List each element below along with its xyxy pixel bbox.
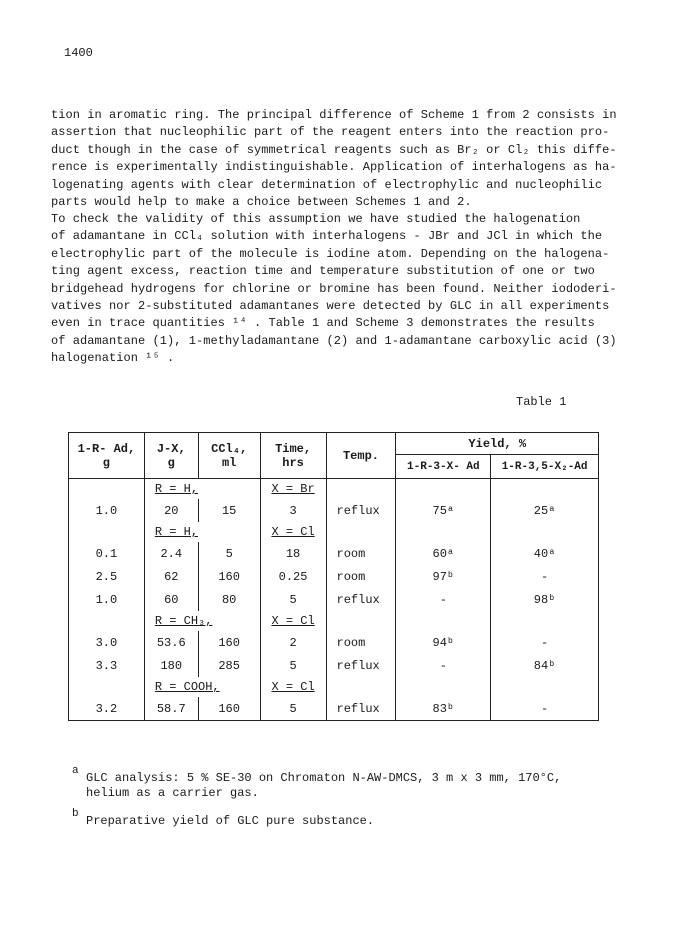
section-x-label bbox=[260, 479, 326, 500]
section-x-label bbox=[260, 677, 326, 697]
empty-cell bbox=[326, 677, 396, 697]
cell-ad-amount: 0.1 bbox=[69, 542, 145, 565]
cell-time: 0.25 bbox=[260, 565, 326, 588]
empty-cell bbox=[69, 479, 145, 500]
paragraph-1-line: rence is experimentally indistinguishable. Application of interhalogens as ha- bbox=[51, 160, 617, 175]
cell-temp: reflux bbox=[326, 654, 396, 677]
section-label-row bbox=[69, 479, 599, 500]
header-yield-di: 1-R-3,5-X₂-Ad bbox=[491, 455, 599, 479]
cell-jx-amount: 58.7 bbox=[144, 697, 198, 721]
paragraph-1-line: assertion that nucleophilic part of the reagent enters into the reaction pro- bbox=[51, 125, 610, 140]
paragraph-2-line: ting agent excess, reaction time and temperature substitution of one or two bbox=[51, 264, 595, 279]
empty-cell bbox=[69, 611, 145, 631]
cell-yield-mono: 60ᵃ bbox=[396, 542, 491, 565]
cell-ccl4-volume: 15 bbox=[198, 499, 260, 522]
cell-jx-amount: 2.4 bbox=[144, 542, 198, 565]
footnote-b-mark: b bbox=[72, 808, 79, 820]
section-x-text: X = Cl bbox=[271, 525, 315, 539]
cell-ad-amount: 1.0 bbox=[69, 588, 145, 611]
cell-time: 18 bbox=[260, 542, 326, 565]
empty-cell bbox=[491, 479, 599, 500]
empty-cell bbox=[326, 479, 396, 500]
paragraph-2-line: electrophylic part of the molecule is iodine atom. Depending on the halogena- bbox=[51, 246, 610, 261]
section-r-text: R = H, bbox=[154, 482, 199, 496]
paragraph-2-line: of adamantane in CCl₄ solution with interhalogens - JBr and JCl in which the bbox=[51, 229, 603, 244]
header-ad: 1-R- Ad, g bbox=[69, 433, 145, 479]
table-row bbox=[69, 499, 599, 522]
cell-ccl4-volume: 80 bbox=[198, 588, 260, 611]
footnote-b-line1: Preparative yield of GLC pure substance. bbox=[86, 814, 375, 828]
empty-cell bbox=[491, 677, 599, 697]
footnote-a-line2: helium as a carrier gas. bbox=[86, 786, 259, 800]
empty-cell bbox=[396, 522, 491, 542]
cell-ad-amount: 3.3 bbox=[69, 654, 145, 677]
section-r-text: R = COOH, bbox=[154, 680, 220, 694]
paragraph-1-line: tion in aromatic ring. The principal difference of Scheme 1 from 2 consists in bbox=[51, 108, 617, 122]
cell-yield-di: - bbox=[491, 631, 599, 654]
cell-yield-mono: - bbox=[396, 654, 491, 677]
empty-cell bbox=[396, 677, 491, 697]
table-row bbox=[69, 588, 599, 611]
header-ccl4: CCl₄, ml bbox=[198, 433, 260, 479]
cell-yield-di: - bbox=[491, 565, 599, 588]
paragraph-1-line: duct though in the case of symmetrical reagents such as Br₂ or Cl₂ this diffe- bbox=[51, 142, 617, 157]
cell-time: 5 bbox=[260, 654, 326, 677]
paragraph-2-line: halogenation ¹⁵ . bbox=[51, 351, 175, 366]
cell-time: 3 bbox=[260, 499, 326, 522]
header-yield: Yield, % bbox=[396, 433, 599, 455]
table-row bbox=[69, 654, 599, 677]
empty-cell bbox=[491, 522, 599, 542]
header-jx: J-X, g bbox=[144, 433, 198, 479]
section-r-label bbox=[144, 479, 260, 500]
footnote-a-line1: GLC analysis: 5 % SE-30 on Chromaton N-AW-DMCS, 3 m x 3 mm, 170°C, bbox=[86, 771, 562, 785]
cell-yield-di: - bbox=[491, 697, 599, 721]
section-label-row bbox=[69, 522, 599, 542]
table-row bbox=[69, 542, 599, 565]
cell-jx-amount: 20 bbox=[144, 499, 198, 522]
paragraph-2-line: of adamantane (1), 1-methyladamantane (2) and 1-adamantane carboxylic acid (3) bbox=[51, 333, 617, 348]
results-table bbox=[68, 432, 599, 721]
table-caption: Table 1 bbox=[516, 395, 567, 409]
section-x-text: X = Br bbox=[271, 482, 315, 496]
section-r-label bbox=[144, 677, 260, 697]
table-row bbox=[69, 565, 599, 588]
section-label-row bbox=[69, 611, 599, 631]
footnote-a-mark: a bbox=[72, 765, 79, 777]
header-temp: Temp. bbox=[326, 433, 396, 479]
cell-temp: room bbox=[326, 631, 396, 654]
paragraph-2-line: vatives nor 2-substituted adamantanes were detected by GLC in all experiments bbox=[51, 299, 610, 313]
cell-jx-amount: 60 bbox=[144, 588, 198, 611]
cell-jx-amount: 53.6 bbox=[144, 631, 198, 654]
cell-yield-mono: 94ᵇ bbox=[396, 631, 491, 654]
section-r-text: R = CH₃, bbox=[154, 614, 213, 628]
paragraph-1-line: parts would help to make a choice between Schemes 1 and 2. bbox=[51, 195, 472, 209]
paragraph-2-line: To check the validity of this assumption we have studied the halogenation bbox=[51, 212, 581, 226]
table-row bbox=[69, 697, 599, 721]
section-x-label bbox=[260, 611, 326, 631]
cell-ccl4-volume: 160 bbox=[198, 631, 260, 654]
cell-time: 5 bbox=[260, 697, 326, 721]
cell-yield-di: 98ᵇ bbox=[491, 588, 599, 611]
cell-yield-mono: - bbox=[396, 588, 491, 611]
cell-yield-mono: 83ᵇ bbox=[396, 697, 491, 721]
paragraph-2-line: even in trace quantities ¹⁴ . Table 1 and Scheme 3 demonstrates the results bbox=[51, 316, 595, 331]
cell-temp: reflux bbox=[326, 499, 396, 522]
cell-ad-amount: 3.0 bbox=[69, 631, 145, 654]
section-r-label bbox=[144, 611, 260, 631]
table-row bbox=[69, 631, 599, 654]
empty-cell bbox=[69, 677, 145, 697]
cell-yield-mono: 75ᵃ bbox=[396, 499, 491, 522]
empty-cell bbox=[396, 611, 491, 631]
page-number: 1400 bbox=[64, 46, 93, 60]
section-x-label bbox=[260, 522, 326, 542]
empty-cell bbox=[396, 479, 491, 500]
section-label-row bbox=[69, 677, 599, 697]
header-yield-mono: 1-R-3-X- Ad bbox=[396, 455, 491, 479]
paragraph-2-line: bridgehead hydrogens for chlorine or bromine has been found. Neither iododeri- bbox=[51, 281, 617, 296]
paragraph-1-line: logenating agents with clear determination of electrophylic and nucleophilic bbox=[51, 177, 603, 192]
section-x-text: X = Cl bbox=[271, 614, 315, 628]
cell-yield-di: 84ᵇ bbox=[491, 654, 599, 677]
cell-ad-amount: 3.2 bbox=[69, 697, 145, 721]
cell-yield-mono: 97ᵇ bbox=[396, 565, 491, 588]
cell-ccl4-volume: 5 bbox=[198, 542, 260, 565]
cell-temp: room bbox=[326, 565, 396, 588]
cell-temp: room bbox=[326, 542, 396, 565]
empty-cell bbox=[69, 522, 145, 542]
section-x-text: X = Cl bbox=[271, 680, 315, 694]
section-r-text: R = H, bbox=[154, 525, 199, 539]
cell-temp: reflux bbox=[326, 588, 396, 611]
cell-time: 5 bbox=[260, 588, 326, 611]
cell-temp: reflux bbox=[326, 697, 396, 721]
cell-yield-di: 25ᵃ bbox=[491, 499, 599, 522]
cell-jx-amount: 180 bbox=[144, 654, 198, 677]
section-r-label bbox=[144, 522, 260, 542]
cell-ad-amount: 1.0 bbox=[69, 499, 145, 522]
empty-cell bbox=[326, 611, 396, 631]
empty-cell bbox=[326, 522, 396, 542]
empty-cell bbox=[491, 611, 599, 631]
cell-ccl4-volume: 160 bbox=[198, 565, 260, 588]
cell-ccl4-volume: 285 bbox=[198, 654, 260, 677]
cell-ad-amount: 2.5 bbox=[69, 565, 145, 588]
cell-yield-di: 40ᵃ bbox=[491, 542, 599, 565]
cell-ccl4-volume: 160 bbox=[198, 697, 260, 721]
cell-time: 2 bbox=[260, 631, 326, 654]
cell-jx-amount: 62 bbox=[144, 565, 198, 588]
header-time: Time, hrs bbox=[260, 433, 326, 479]
